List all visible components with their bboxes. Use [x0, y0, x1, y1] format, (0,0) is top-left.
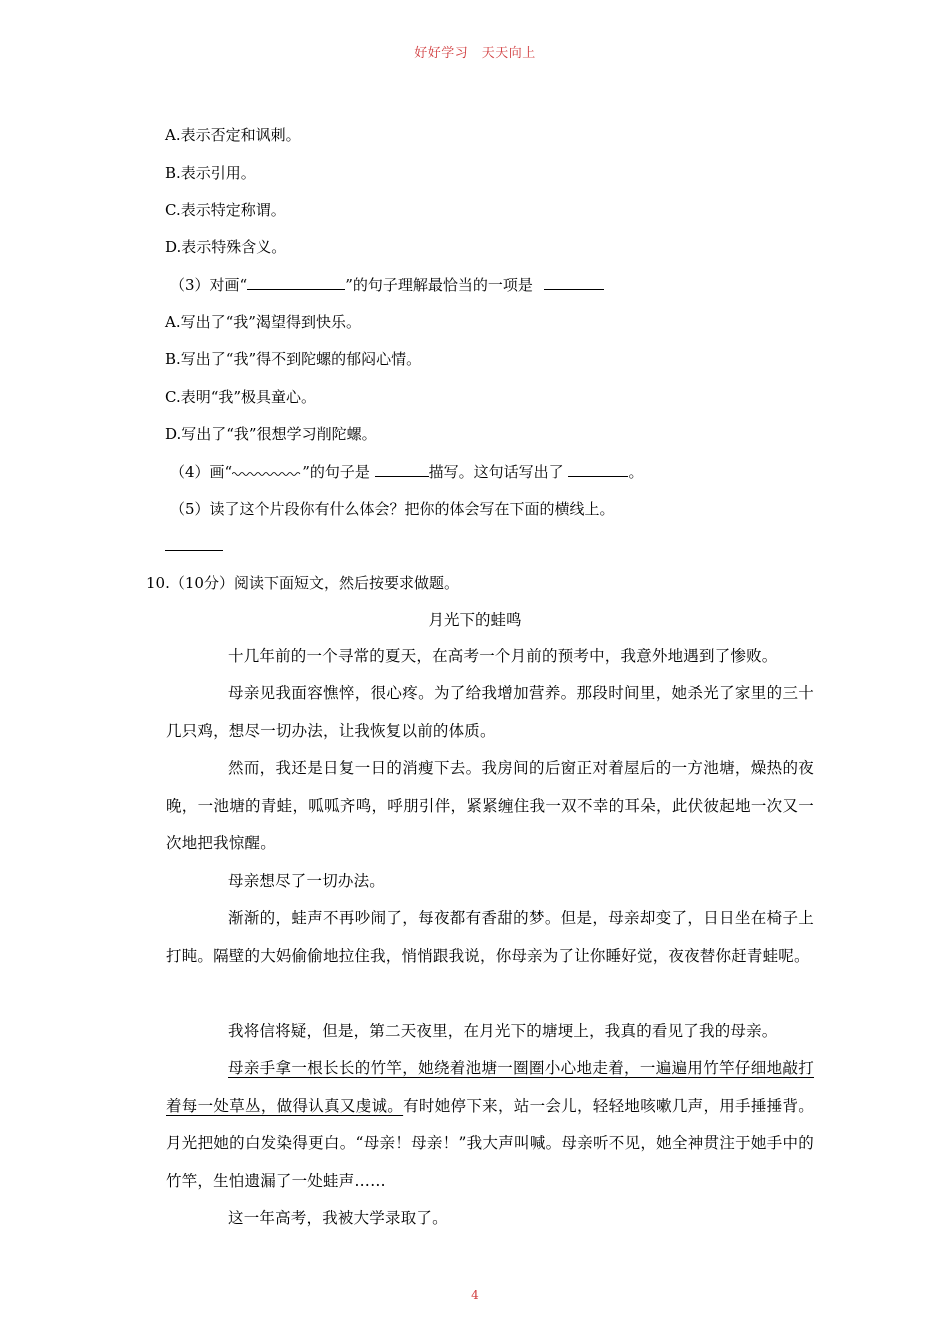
- option-q2-d: D.表示特殊含义。: [165, 238, 287, 256]
- question-4: [170, 461, 643, 482]
- question-4-end: 。: [628, 463, 644, 481]
- option-q2-c: C.表示特定称谓。: [165, 201, 286, 219]
- article-paragraph-6: 我将信将疑，但是，第二天夜里，在月光下的塘埂上，我真的看见了我的母亲。: [228, 1022, 778, 1040]
- wavy-underline-icon: [232, 467, 302, 477]
- article-paragraph-4: 母亲想尽了一切办法。: [228, 872, 386, 890]
- option-q3-c: C.表明“我”极具童心。: [165, 388, 317, 406]
- question-4-blank-1: [375, 462, 429, 477]
- question-4-blank-2: [568, 462, 628, 477]
- option-q3-d: D.写出了“我”很想学习削陀螺。: [165, 425, 377, 443]
- question-5: （5）读了这个片段你有什么体会？把你的体会写在下面的横线上。: [170, 500, 615, 518]
- question-4-mid1: ”的句子是: [302, 463, 370, 481]
- page-number: 4: [471, 1288, 479, 1302]
- question-4-mid2: 描写。这句话写出了: [428, 463, 564, 481]
- question-10: 10.（10分）阅读下面短文，然后按要求做题。: [146, 574, 459, 592]
- answer-blank: [165, 536, 223, 551]
- question-3-quote-blank: [247, 275, 345, 290]
- option-q3-a: A.写出了“我”渴望得到快乐。: [165, 313, 361, 331]
- article-title: 月光下的蛙鸣: [428, 611, 522, 629]
- article-paragraph-1: 十几年前的一个寻常的夏天，在高考一个月前的预考中，我意外地遇到了惨败。: [228, 647, 778, 665]
- page-header: 好好学习 天天向上: [414, 46, 536, 61]
- underlined-sentence: 母亲手拿一根长长的竹竿，她绕着池塘一圈圈小心地走着，一遍遍用竹竿仔细地敲打着每一处草丛，做得认真又虔诚。: [166, 1059, 814, 1115]
- article-paragraph-2: 母亲见我面容憔悴，很心疼。为了给我增加营养。那段时间里，她杀光了家里的三十几只鸡，想尽一切办法，让我恢复以前的体质。: [166, 684, 814, 740]
- question-3-answer-blank: [544, 275, 604, 290]
- article-paragraph-7-rest: 有时她停下来，站一会儿，轻轻地咳嗽几声，用手捶捶背。月光把她的白发染得更白。“母亲！母亲！”我大声叫喊。母亲听不见，她全神贯注于她手中的竹竿，生怕遗漏了一处蛙声……: [166, 1096, 814, 1190]
- question-4-prefix: （4）画“: [170, 463, 233, 481]
- option-q2-b: B.表示引用。: [165, 164, 256, 182]
- question-3-suffix: ”的句子理解最恰当的一项是: [345, 276, 533, 294]
- question-3: [170, 274, 604, 295]
- article-paragraph-3: 然而，我还是日复一日的消瘦下去。我房间的后窗正对着屋后的一方池塘，燥热的夜晚，一池塘的青蛙，呱呱齐鸣，呼朋引伴，紧紧缠住我一双不幸的耳朵，此伏彼起地一次又一次地把我惊醒。: [166, 759, 814, 852]
- option-q2-a: A.表示否定和讽刺。: [165, 126, 301, 144]
- article-paragraph-7: [166, 1050, 814, 1200]
- article-paragraph-5: 渐渐的，蛙声不再吵闹了，每夜都有香甜的梦。但是，母亲却变了，日日坐在椅子上打盹。隔壁的大妈偷偷地拉住我，悄悄跟我说，你母亲为了让你睡好觉，夜夜替你赶青蛙呢。: [166, 909, 814, 965]
- option-q3-b: B.写出了“我”得不到陀螺的郁闷心情。: [165, 350, 422, 368]
- question-3-prefix: （3）对画“: [170, 276, 248, 294]
- question-5-answer-line: [165, 536, 223, 555]
- article-paragraph-8: 这一年高考，我被大学录取了。: [228, 1209, 448, 1227]
